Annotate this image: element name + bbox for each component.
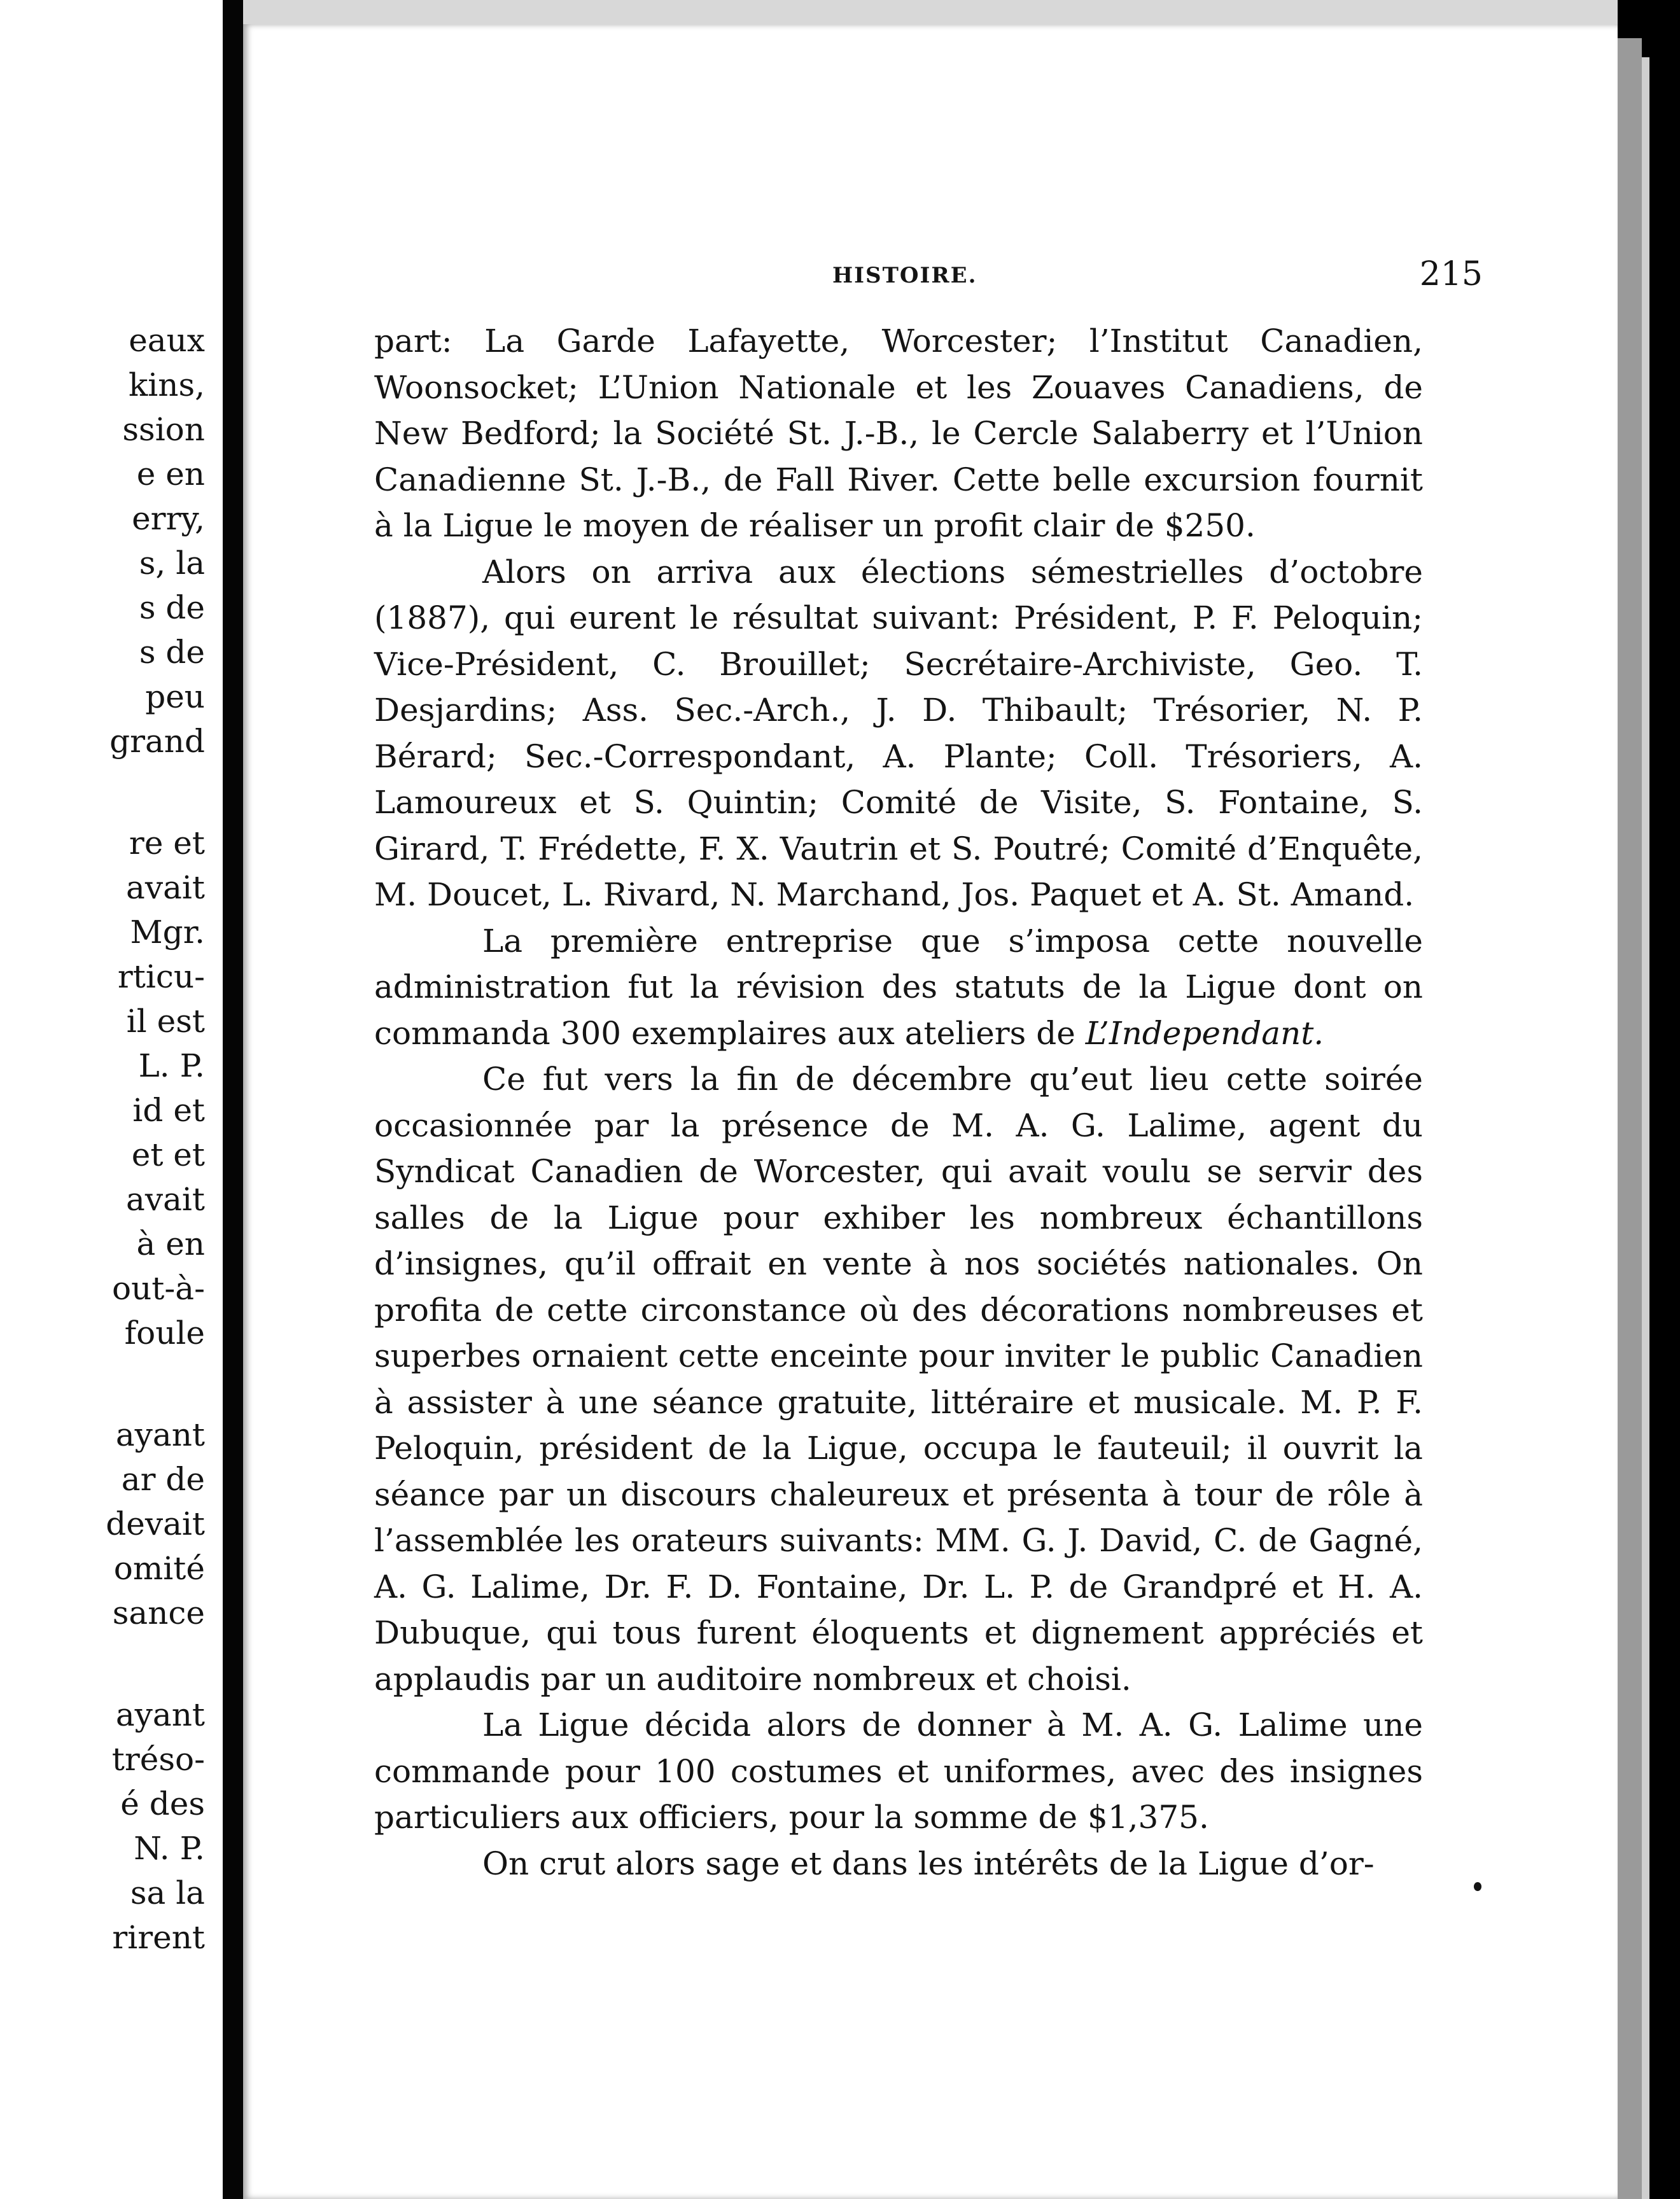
left-line-fragment: foule <box>124 1315 205 1351</box>
left-line-fragment: avait <box>126 1181 205 1218</box>
left-line-fragment: sa la <box>130 1874 205 1911</box>
left-line-fragment: erry, <box>132 500 205 537</box>
left-line-fragment: e en <box>136 456 205 492</box>
left-line-fragment: kins, <box>128 366 205 403</box>
left-line-fragment: tréso- <box>111 1741 205 1778</box>
book-gutter <box>223 0 243 2199</box>
left-line-fragment: sance <box>112 1595 205 1631</box>
left-line-fragment: s de <box>139 634 205 671</box>
left-line-fragment: s, la <box>139 545 205 582</box>
previous-page-fragment <box>0 0 223 2199</box>
left-line-fragment: il est <box>126 1003 205 1040</box>
page-edge-highlight <box>1642 57 1649 2199</box>
running-head: HISTOIRE. <box>832 263 977 288</box>
left-line-fragment: et et <box>131 1136 205 1173</box>
left-line-fragment: re et <box>129 825 205 862</box>
paragraph <box>374 918 1423 1057</box>
left-line-fragment: à en <box>136 1225 205 1262</box>
left-line-fragment: out-à- <box>112 1270 205 1307</box>
left-line-fragment: avait <box>126 869 205 906</box>
left-line-fragment: s de <box>139 589 205 626</box>
left-line-fragment: id et <box>132 1092 205 1129</box>
paragraph: part: La Garde Lafayette, Worcester; l’Institut Canadien, Woonsocket; L’Union Nationale et les Zouaves Canadiens, de New Bedford; la Société St. J.-B., le Cercle Salaberry et l’Union Canadienne St. J.-B., de Fall River. Cette belle excursion fournit à la Ligue le moyen de réaliser un profit clair de $250. <box>374 323 1423 544</box>
paragraph: Alors on arriva aux élections sémestrielles d’octobre (1887), qui eurent le résultat suivant: Président, P. F. Peloquin; Vice-Président, C. Brouillet; Secrétaire-Archiviste, Geo. T. Desjardins; Ass. Sec.-Arch., J. D. Thibault; Trésorier, N. P. Bérard; Sec.-Correspondant, A. Plante; Coll. Trésoriers, A. Lamoureux et S. Quintin; Comité de Visite, S. Fontaine, S. Girard, T. Frédette, F. X. Vautrin et S. Poutré; Comité d’Enquête, M. Doucet, L. Rivard, N. Marchand, Jos. Paquet et A. St. Amand. <box>374 553 1423 913</box>
page-edge-shadow <box>1618 38 1642 2199</box>
body-text <box>374 318 1423 1887</box>
left-line-fragment: ssion <box>122 411 205 448</box>
ink-speck <box>1474 1882 1481 1891</box>
left-line-fragment: ayant <box>115 1416 205 1453</box>
paragraph-text: La première entreprise que s’imposa cette nouvelle administration fut la révision des statuts de la Ligue dont on commanda 300 exemplaires aux ateliers de <box>374 922 1423 1052</box>
left-line-fragment: Mgr. <box>130 914 205 951</box>
left-line-fragment: rticu- <box>117 958 205 995</box>
page-number: 215 <box>1419 255 1483 293</box>
left-line-fragment: omité <box>113 1550 205 1587</box>
left-line-fragment: eaux <box>129 322 205 359</box>
left-line-fragment: L. P. <box>138 1047 205 1084</box>
left-line-fragment: ar de <box>121 1461 205 1498</box>
left-line-fragment: devait <box>106 1505 205 1542</box>
paragraph: On crut alors sage et dans les intérêts de la Ligue d’or- <box>482 1845 1375 1882</box>
newspaper-title: L’Independant. <box>1085 1014 1324 1052</box>
left-line-fragment: peu <box>145 678 205 715</box>
left-line-fragment: ayant <box>115 1696 205 1733</box>
paragraph: La Ligue décida alors de donner à M. A. G. Lalime une commande pour 100 costumes et uniformes, avec des insignes particuliers aux officiers, pour la somme de $1,375. <box>374 1707 1423 1836</box>
left-line-fragment: grand <box>109 723 205 760</box>
left-line-fragment: é des <box>120 1785 205 1822</box>
left-line-fragment: N. P. <box>134 1830 205 1867</box>
paragraph: Ce fut vers la fin de décembre qu’eut lieu cette soirée occasionnée par la présence de M. A. G. Lalime, agent du Syndicat Canadien de Worcester, qui avait voulu se servir des salles de la Ligue pour exhiber les nombreux échantillons d’insignes, qu’il offrait en vente à nos sociétés nationales. On profita de cette circonstance où des décorations nombreuses et superbes ornaient cette enceinte pour inviter le public Canadien à assister à une séance gratuite, littéraire et musicale. M. P. F. Peloquin, président de la Ligue, occupa le fauteuil; il ouvrit la séance par un discours chaleureux et présenta à tour de rôle à l’assemblée les orateurs suivants: MM. G. J. David, C. de Gagné, A. G. Lalime, Dr. F. D. Fontaine, Dr. L. P. de Grandpré et H. A. Dubuque, qui tous furent éloquents et dignement appréciés et applaudis par un auditoire nombreux et choisi. <box>374 1061 1423 1698</box>
left-line-fragment: rirent <box>112 1919 205 1956</box>
